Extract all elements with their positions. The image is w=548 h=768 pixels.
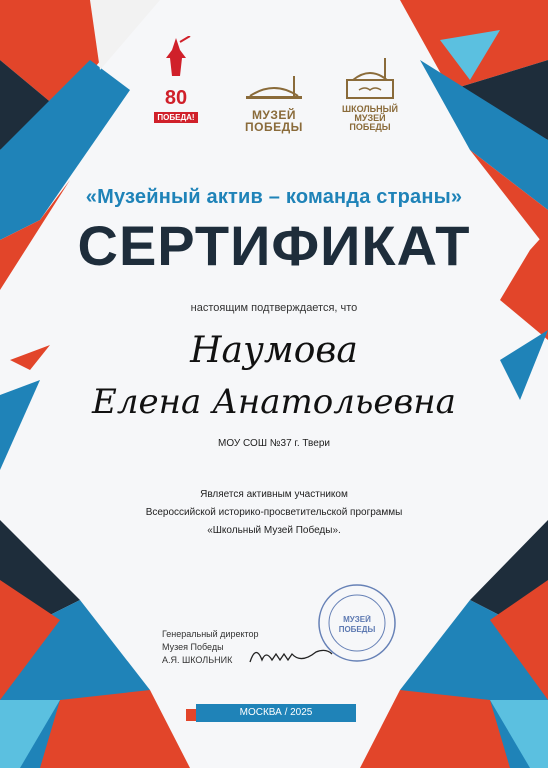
signatory-block [162,628,259,667]
anniversary-label: ПОБЕДА! [154,112,197,123]
footer-place-year: МОСКВА / 2025 [196,704,356,722]
stamp-text-line2: ПОБЕДЫ [338,625,376,634]
museum-logo-line2: ПОБЕДЫ [245,120,303,134]
signature-mark [246,640,336,668]
school-museum-icon [345,54,395,100]
confirmation-text: настоящим подтверждается, что [190,302,358,314]
school-museum-logo [338,54,402,132]
stamp-text-line1: МУЗЕЙ [343,615,371,624]
signatory-position: Генеральный директор [162,629,259,639]
signatory-organization: Музея Победы [162,642,224,652]
monument-icon [156,36,196,84]
school-museum-line2: МУЗЕЙ [354,113,386,123]
museum-building-icon [244,74,304,104]
recipient-given-names: Елена Анатольевна [92,382,456,422]
body-line-2: Всероссийской историко-просветительской программы [145,507,403,518]
signatory-name: А.Я. ШКОЛЬНИК [162,655,233,665]
body-line-3: «Школьный Музей Победы». [207,525,341,536]
school-museum-line1: ШКОЛЬНЫЙ [342,104,398,114]
footer-accent [186,709,196,721]
certificate-body [0,486,548,540]
school-museum-line3: ПОБЕДЫ [349,122,391,132]
recipient-school: МОУ СОШ №37 г. Твери [218,438,330,449]
anniversary-number: 80 [164,87,188,109]
recipient-surname: Наумова [190,330,358,371]
body-line-1: Является активным участником [200,489,348,500]
program-subtitle: «Музейный актив – команда страны» [85,186,463,208]
logo-row [0,30,548,150]
certificate-title: СЕРТИФИКАТ [77,214,471,277]
museum-logo [238,74,310,133]
museum-logo-line1: МУЗЕЙ [251,108,297,122]
victory-80-logo [146,36,206,125]
